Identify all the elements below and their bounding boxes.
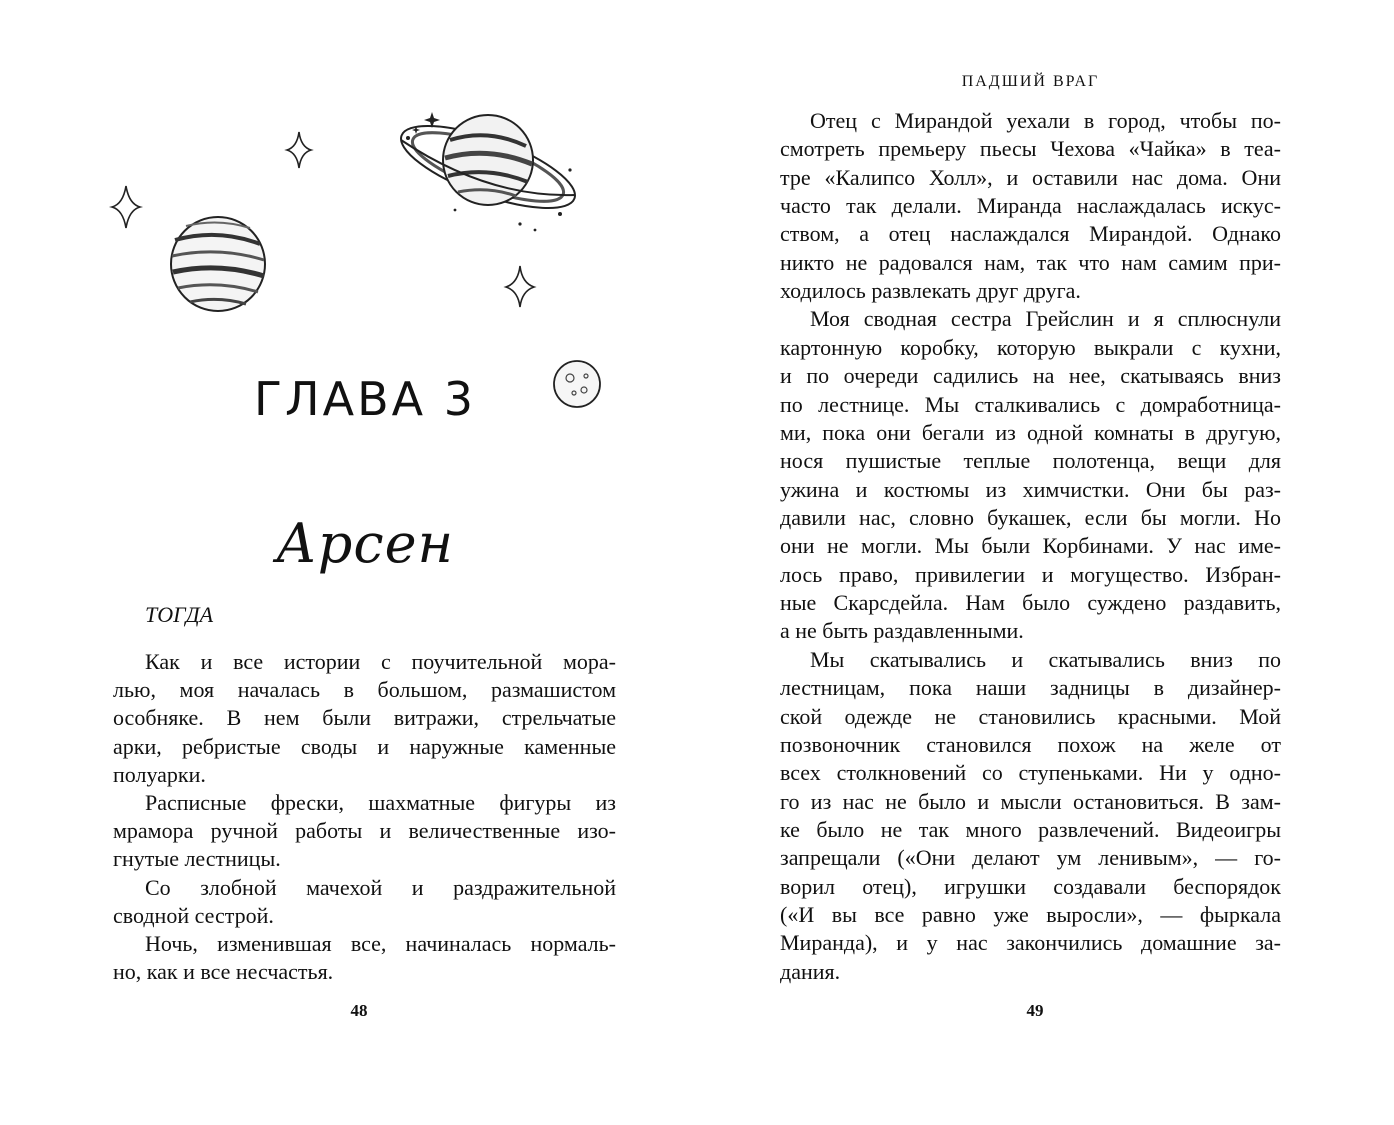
chapter-heading: ГЛАВА 3: [253, 372, 477, 426]
text-line: картонную коробку, которую выкрали с кухни,: [780, 335, 1281, 360]
text-line: Мы скатывались и скатывались вниз по: [810, 647, 1281, 672]
text-line: но, как и все несчастья.: [113, 959, 334, 984]
text-line: Моя сводная сестра Грейслин и я сплюснули: [810, 306, 1281, 331]
text-line: позвоночник становился похож на желе от: [780, 732, 1281, 757]
text-line: особняке. В нем были витражи, стрельчатые: [113, 705, 616, 730]
page-number: 49: [1026, 1001, 1044, 1020]
text-line: Миранда), и у нас закончились домашние за-: [780, 930, 1281, 955]
text-line: ходилось развлекать друг друга.: [780, 278, 1081, 303]
text-line: ные Скарсдейла. Нам было суждено раздавить,: [780, 590, 1281, 615]
text-line: часто так делали. Миранда наслаждалась искус-: [780, 193, 1281, 218]
text-line: Со злобной мачехой и раздражительной: [145, 875, 616, 900]
text-line: ужина и костюмы из химчистки. Они бы раз-: [780, 477, 1281, 502]
star-icon: [506, 266, 534, 307]
space-illustration: [0, 0, 697, 420]
text-line: и по очереди садились на нее, скатываясь вниз: [780, 363, 1281, 388]
text-line: лью, моя началась в большом, размашистом: [113, 677, 616, 702]
text-line: дания.: [780, 959, 841, 984]
text-line: ством, а отец наслаждался Мирандой. Однако: [780, 221, 1281, 246]
text-line: гнутые лестницы.: [113, 846, 281, 871]
text-line: Как и все истории с поучительной мора-: [145, 649, 616, 674]
text-line: сводной сестрой.: [113, 903, 274, 928]
text-line: они не могли. Мы были Корбинами. У нас име-: [780, 533, 1281, 558]
text-line: по лестнице. Мы сталкивались с домработница-: [780, 392, 1281, 417]
text-line: ворил отец), игрушки создавали беспорядок: [780, 874, 1281, 899]
text-line: нося пушистые теплые полотенца, вещи для: [780, 448, 1281, 473]
text-line: всех столкновений со ступеньками. Ни у одно-: [780, 760, 1281, 785]
star-icon: [112, 186, 140, 228]
section-label: ТОГДА: [145, 602, 214, 627]
text-line: го из нас не было и мысли остановиться. В зам-: [780, 789, 1281, 814]
text-line: давили нас, словно букашек, если бы могли. Но: [780, 505, 1281, 530]
text-line: («И вы все равно уже выросли», — фыркала: [780, 902, 1281, 927]
star-icon: [287, 132, 311, 168]
text-line: Отец с Мирандой уехали в город, чтобы по-: [810, 108, 1281, 133]
text-line: запрещали («Они делают ум ленивым», — го-: [780, 845, 1281, 870]
page-number: 48: [350, 1001, 368, 1020]
text-line: ке было не так много развлечений. Видеоигры: [780, 817, 1281, 842]
chapter-name: Арсен: [275, 512, 455, 575]
text-line: Расписные фрески, шахматные фигуры из: [145, 790, 616, 815]
text-line: Ночь, изменившая все, начиналась нормаль-: [145, 931, 616, 956]
text-line: никто не радовался нам, так что нам самим при-: [780, 250, 1281, 275]
text-line: мрамора ручной работы и величественные изо-: [113, 818, 616, 843]
text-line: а не быть раздавленными.: [780, 618, 1024, 643]
running-head: ПАДШИЙ ВРАГ: [961, 73, 1100, 90]
text-line: ми, пока они бегали из одной комнаты в другую,: [780, 420, 1281, 445]
star-icon: [412, 112, 440, 134]
text-line: тре «Калипсо Холл», и оставили нас дома. Они: [780, 165, 1281, 190]
text-line: полуарки.: [113, 762, 206, 787]
text-line: смотреть премьеру пьесы Чехова «Чайка» в теа-: [780, 136, 1281, 161]
text-line: лось право, привилегии и могущество. Избран-: [780, 562, 1281, 587]
planet-icon: [171, 217, 265, 311]
text-line: ской одежде не становились красными. Мой: [780, 704, 1281, 729]
text-line: арки, ребристые своды и наружные каменные: [113, 734, 616, 759]
ringed-planet-icon: [392, 109, 584, 231]
text-line: лестницам, пока наши задницы в дизайнер-: [780, 675, 1281, 700]
